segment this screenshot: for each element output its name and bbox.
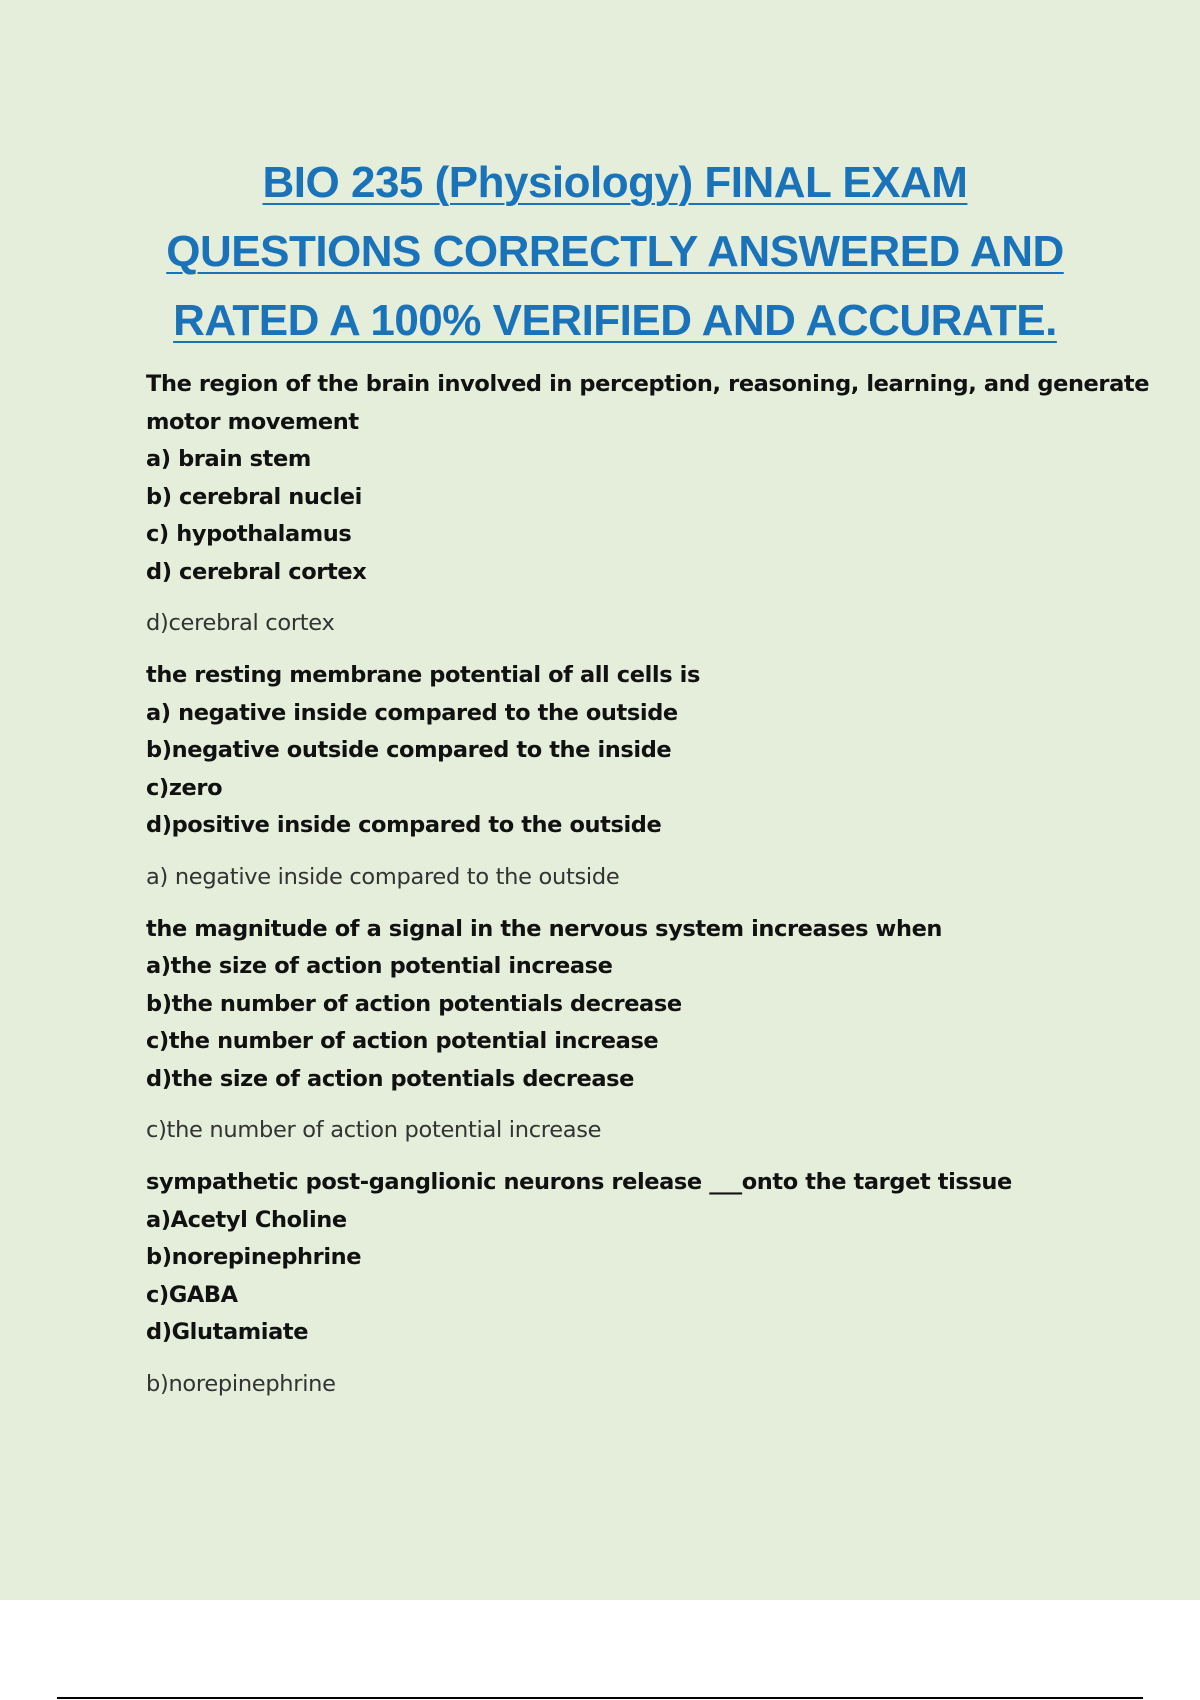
question-option: b)the number of action potentials decrease — [146, 990, 682, 1017]
question-block — [146, 911, 1086, 1150]
question-option: a) brain stem — [146, 446, 311, 472]
question-text: The region of the brain involved in perception, reasoning, learning, and generate — [146, 371, 1150, 397]
title-line-1: BIO 235 (Physiology) FINAL EXAM — [262, 158, 968, 207]
question-option: c)the number of action potential increase — [146, 1028, 659, 1054]
question-answer: b)norepinephrine — [146, 1370, 336, 1397]
question-option: a) negative inside compared to the outside — [146, 699, 678, 726]
question-block — [146, 366, 1150, 642]
question-text: the resting membrane potential of all cells is — [146, 662, 700, 688]
question-option: b)negative outside compared to the inside — [146, 737, 672, 763]
question-block — [146, 657, 1086, 896]
question-option: d)Glutamiate — [146, 1319, 309, 1345]
question-option: b)norepinephrine — [146, 1244, 362, 1270]
title-line-2: QUESTIONS CORRECTLY ANSWERED AND — [166, 227, 1064, 276]
question-answer: c)the number of action potential increase — [146, 1117, 602, 1143]
question-option: d)positive inside compared to the outside — [146, 812, 662, 838]
question-block — [146, 1164, 1086, 1403]
question-option: c)zero — [146, 774, 223, 801]
question-answer: a) negative inside compared to the outside — [146, 863, 620, 890]
question-text: the magnitude of a signal in the nervous system increases when — [146, 915, 943, 942]
question-list — [146, 366, 1150, 1418]
question-option: d)the size of action potentials decrease — [146, 1065, 635, 1092]
document-title — [130, 148, 1100, 355]
question-option: c) hypothalamus — [146, 521, 352, 547]
question-option: b) cerebral nuclei — [146, 483, 362, 510]
question-option: d) cerebral cortex — [146, 558, 367, 585]
question-option: a)Acetyl Choline — [146, 1206, 347, 1233]
question-answer: d)cerebral cortex — [146, 610, 335, 636]
footer-divider — [57, 1697, 1143, 1699]
question-text: sympathetic post-ganglionic neurons release ___onto the target tissue — [146, 1169, 1012, 1195]
question-text: motor movement — [146, 408, 359, 435]
title-line-3: RATED A 100% VERIFIED AND ACCURATE. — [173, 296, 1057, 345]
question-option: a)the size of action potential increase — [146, 953, 613, 979]
question-option: c)GABA — [146, 1281, 238, 1308]
